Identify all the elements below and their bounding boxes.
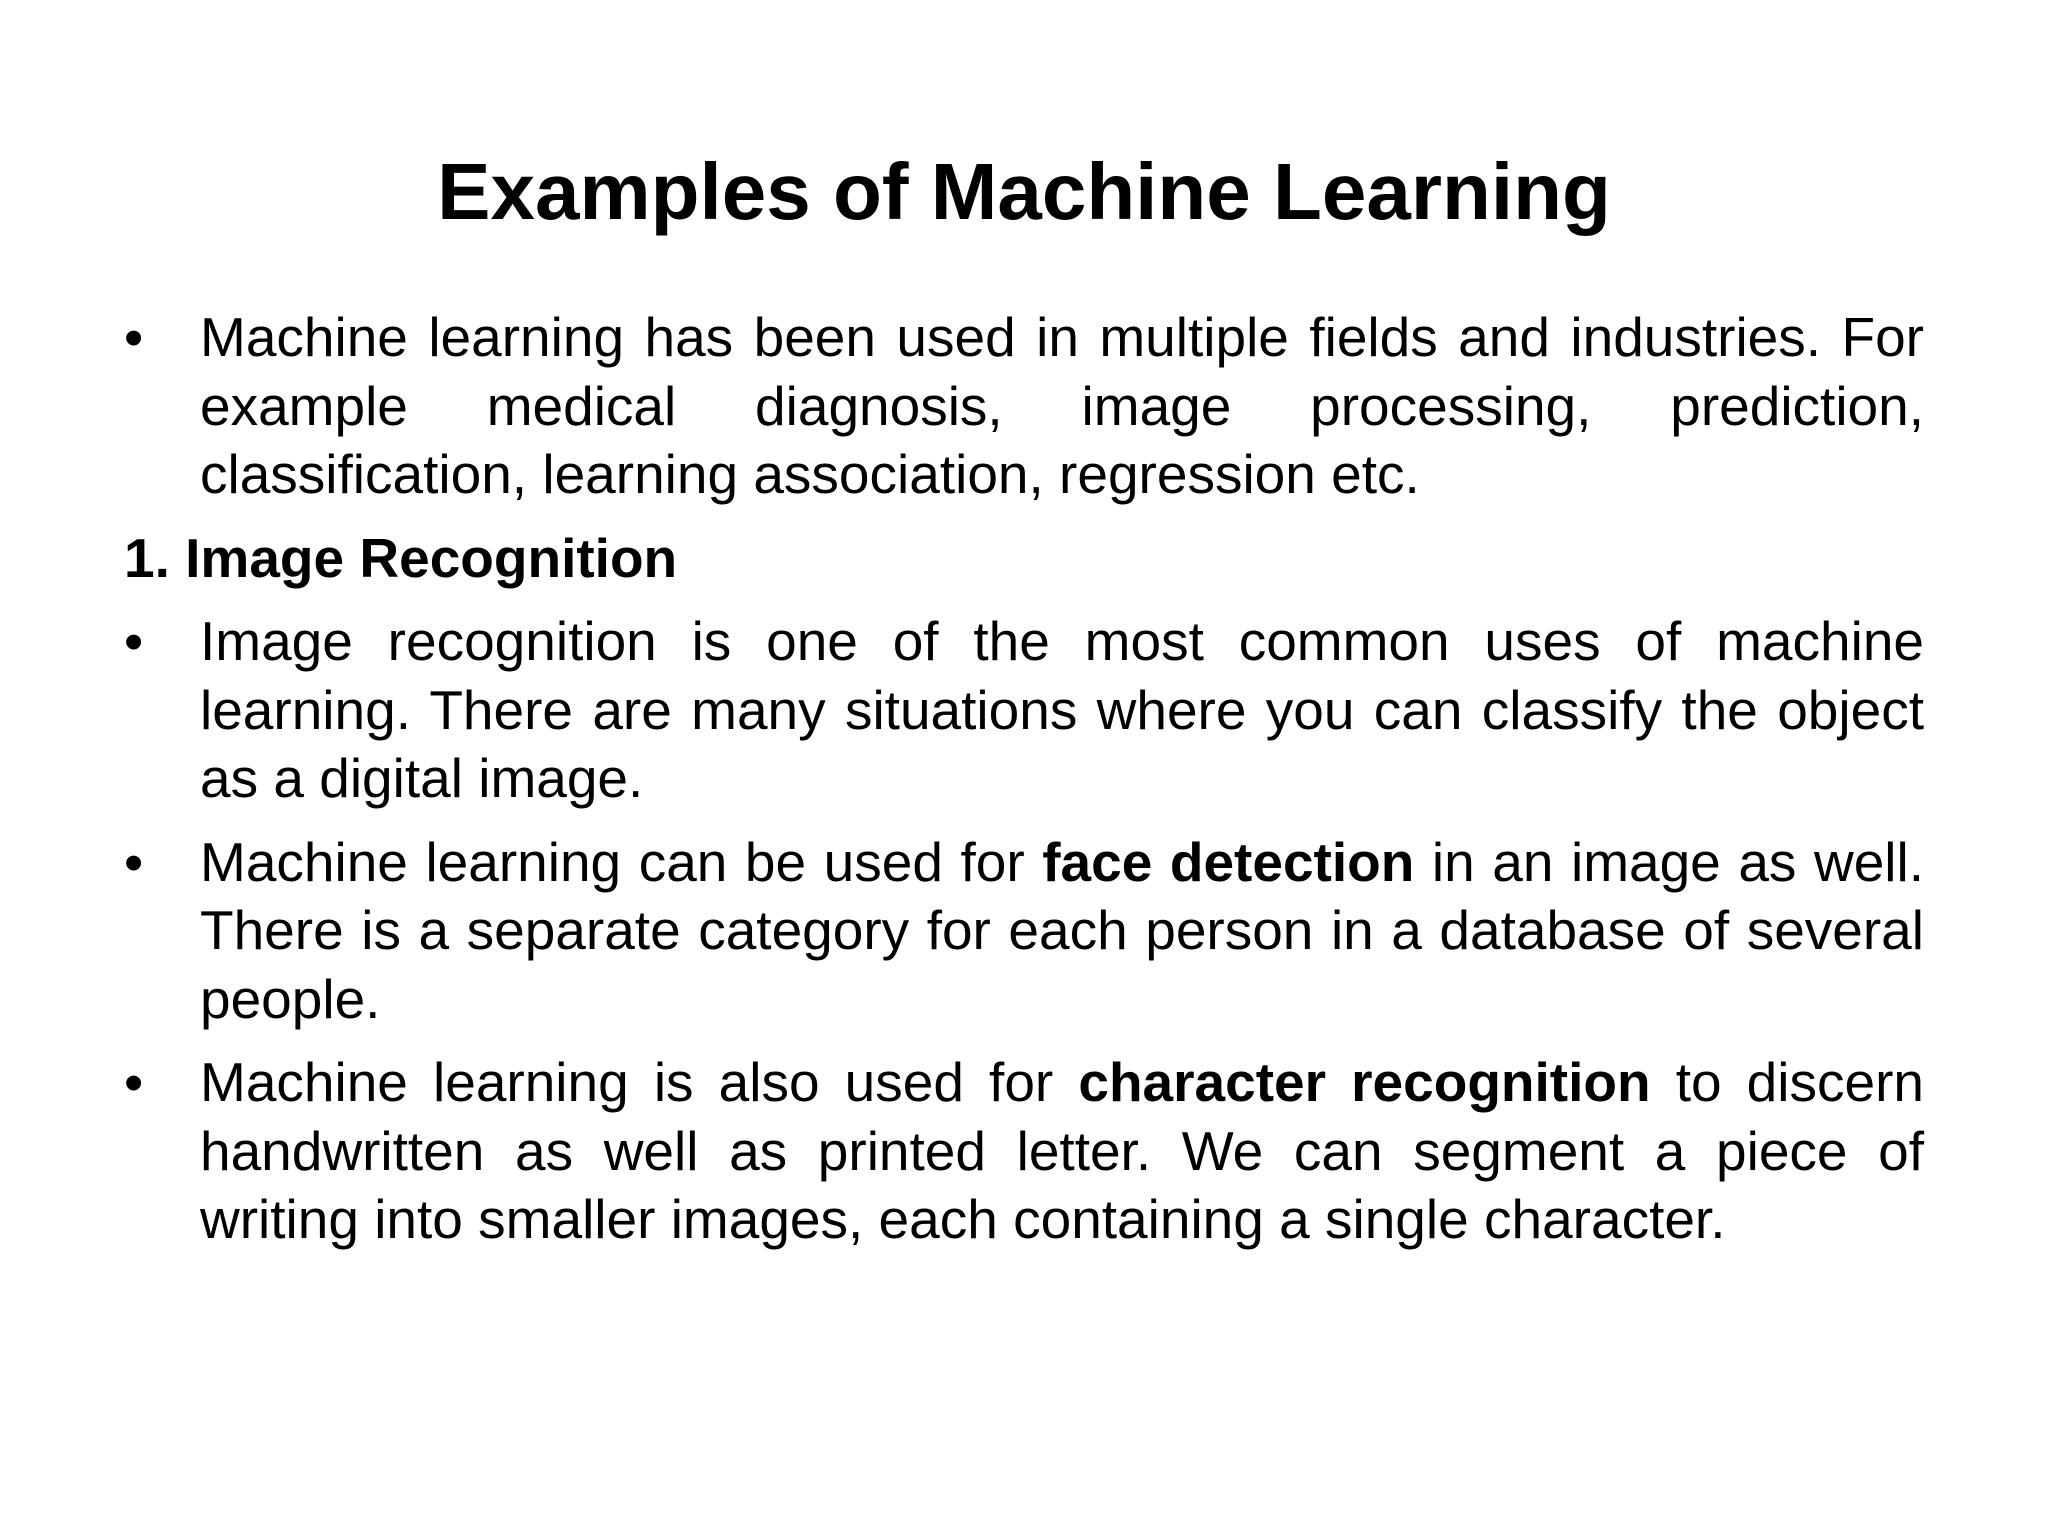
- bullet-text: Machine learning has been used in multiple fields and industries. For example medical diagnosis, image processing, prediction, classification, learning association, regression etc.: [200, 306, 1924, 505]
- section-heading: 1. Image Recognition: [124, 526, 678, 589]
- bullet-icon: •: [124, 610, 144, 672]
- bullet-text-after: in an image as well. There is a separate category for each person in a database of several people.: [200, 830, 1924, 1030]
- bullet-icon: •: [124, 306, 144, 368]
- bullet-bold-term: character recognition: [1078, 1051, 1651, 1113]
- bullet-item-face-detection: [124, 828, 1924, 1034]
- bullet-text-before: Machine learning is also used for: [200, 1051, 1079, 1113]
- bullet-item-image-recognition: [124, 607, 1924, 813]
- bullet-bold-term: face detection: [1042, 830, 1415, 893]
- bullet-icon: •: [124, 1051, 144, 1113]
- slide-title: Examples of Machine Learning: [437, 147, 1611, 236]
- bullet-text-before: Machine learning can be used for: [200, 830, 1043, 893]
- slide-content: [124, 303, 1924, 1269]
- bullet-item-intro: [124, 303, 1924, 509]
- bullet-icon: •: [124, 830, 144, 893]
- bullet-text-after: to discern handwritten as well as printed letter. We can segment a piece of writing into smaller images, each containing a single character.: [200, 1051, 1924, 1250]
- bullet-text: Image recognition is one of the most common uses of machine learning. There are many situations where you can classify the object as a digital image.: [200, 610, 1924, 809]
- bullet-item-character-recognition: [124, 1048, 1924, 1254]
